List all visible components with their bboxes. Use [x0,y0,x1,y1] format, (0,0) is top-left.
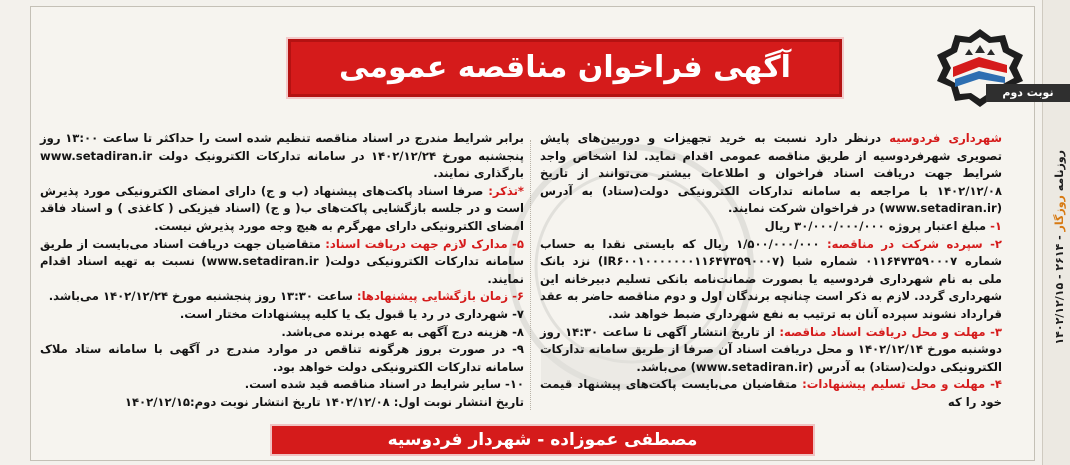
item-1-text: مبلغ اعتبار پروژه ۳۰/۰۰۰/۰۰۰/۰۰۰ ریال [764,218,987,233]
item-10: ۱۰- سایر شرایط در اسناد مناقصه قید شده است. [244,377,524,392]
newspaper-issue-label [1053,150,1066,345]
note [40,183,524,236]
page-title: آگهی فراخوان مناقصه عمومی [339,50,791,85]
column-divider [530,140,531,410]
item-2-text: ۱/۵۰۰/۰۰۰/۰۰۰ ریال که بایستی نقدا به حساب شماره ۰۱۱۶۴۷۳۵۹۰۰۰۷ شماره شبا (IR۶۰۰۱۰۰۰۰۰۰۰۱۱۶۴۷۳۵۹۰۰۰۷) نزد بانک ملی به نام شهرداری فردوسیه یا بصورت ضمانت‌نامه بانکی تسلیم دبیرخانه این شهرداری گردد. لازم به ذکر است چنانچه برندگان اول و دوم مناقصه حاضر به عقد قرارداد نشوند سپرده آنان به ترتیب به نفع شهرداری ضبط خواهد شد. [540,236,1002,321]
item-3-text: از تاریخ انتشار آگهی تا ساعت ۱۴:۳۰ روز دوشنبه مورخ ۱۴۰۲/۱۲/۱۴ و محل دریافت اسناد آن صرفا از طریق سامانه تدارکات الکترونیکی دولت(ستاد) به آدرس (www.setadiran.ir) می‌باشد. [540,324,1002,374]
right-column [540,130,1002,412]
newspaper-side-strip [1042,0,1070,465]
item-9: ۹- در صورت بروز هرگونه تناقص در موارد مندرج در آگهی با سامانه ستاد ملاک سامانه تدارکات الکترونیکی دولت خواهد بود. [40,342,524,374]
item-6-text: ساعت ۱۳:۳۰ روز پنجشنبه مورخ ۱۴۰۲/۱۲/۲۴ می‌باشد. [48,289,353,304]
newspaper-brand: روزگار [1053,195,1066,232]
item-6-head: ۶- زمان بازگشایی پیشنهادها: [352,289,524,304]
intro-text: درنظر دارد نسبت به خرید تجهیزات و دوربین‌های پایش تصویری شهرفردوسیه از طریق مناقصه عمومی اقدام نماید. لذا اشخاص واجد شرایط جهت دریافت اسناد فراخوان و اطلاعات بیشتر می‌توانند از تاریخ ۱۴۰۲/۱۲/۰۸ با مراجعه به سامانه تدارکات الکترونیکی دولت(ستاد) به آدرس (www.setadiran.ir) در فراخوان شرکت نمایند. [540,131,1002,216]
item-6 [40,288,524,306]
item-5-text: متقاضیان جهت دریافت اسناد می‌بایست از طریق سامانه تدارکات الکترونیکی دولت( www.setadiran.ir) نسبت به تهیه اسناد اقدام نمایند. [40,236,525,286]
item-5-head: ۵- مدارک لازم جهت دریافت اسناد: [320,236,524,251]
item-8: ۸- هزینه درج آگهی به عهده برنده می‌باشد. [281,324,524,339]
organization-name: شهرداری فردوسیه [889,131,1002,145]
item-7: ۷- شهرداری در رد یا قبول یک یا کلیه پیشنهادات مختار است. [179,306,524,321]
note-text: صرفا اسناد پاکت‌های پیشنهاد (ب و ج) دارای امضای الکترونیکی مورد پذیرش است و در جلسه بازگشایی پاکت‌های ب( و ج) (اسناد فیزیکی ( کاغذی ) و اسناد فاقد امضای الکترونیکی دارای مهرگرم به هیچ وجه مورد پذیرش نیست. [40,183,524,233]
item-5 [40,236,524,289]
item-4-text: متقاضیان می‌بایست پاکت‌های پیشنهاد قیمت خود را که [540,377,1002,409]
item-1 [540,218,1002,236]
newspaper-prefix: روزنامه [1053,150,1066,192]
item-2 [540,236,1002,324]
left-column [40,130,524,412]
item-4-head: ۴- مهلت و محل تسلیم پیشنهادات: [797,377,1002,392]
item-2-head: ۲- سپرده شرکت در مناقصه: [819,236,1002,251]
item-3 [540,324,1002,377]
item-4 [540,376,1002,411]
round-badge: نوبت دوم [986,84,1070,102]
note-head: *تذکر: [483,183,524,198]
item-3-head: ۳- مهلت و محل دریافت اسناد مناقصه: [774,324,1002,339]
publication-dates: تاریخ انتشار نوبت اول: ۱۴۰۲/۱۲/۰۸ تاریخ انتشار نوبت دوم:۱۴۰۲/۱۲/۱۵ [124,394,524,409]
intro-paragraph [540,130,1002,218]
item-1-head: ۱- [986,218,1002,233]
issue-info: - ۲۶۱۴ - ۱۴۰۲/۱۲/۱۵ [1053,235,1066,345]
continuation-text: برابر شرایط مندرج در اسناد مناقصه تنظیم شده است را حداکثر تا ساعت ۱۳:۰۰ روز پنجشنبه مورخ ۱۴۰۲/۱۲/۲۴ در سامانه تدارکات الکترونیک دولت www.setadiran.ir بارگذاری نمایند. [40,131,524,181]
signature-banner [270,424,815,456]
signature-text: مصطفی عموزاده - شهردار فردوسیه [387,430,698,450]
title-banner [286,37,844,99]
